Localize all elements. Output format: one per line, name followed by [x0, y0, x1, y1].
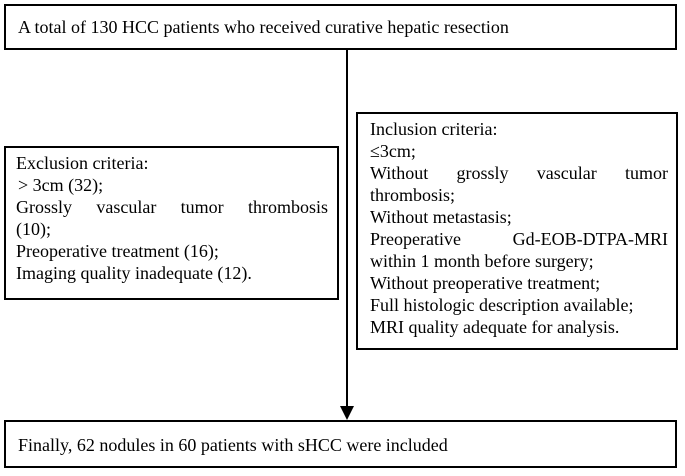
- inclusion-criteria-list: [370, 118, 668, 338]
- inclusion-item-mri-quality: MRI quality adequate for analysis.: [370, 317, 620, 337]
- exclusion-item-preoperative: Preoperative treatment (16);: [16, 241, 219, 261]
- inclusion-item-no-thrombosis-cont: thrombosis;: [370, 185, 456, 205]
- inclusion-item-histology: Full histologic description available;: [370, 295, 634, 315]
- exclusion-criteria-box: [4, 146, 339, 300]
- exclusion-item-size: > 3cm (32);: [18, 175, 104, 195]
- inclusion-item-mri: Preoperative Gd-EOB-DTPA-MRI: [370, 229, 668, 249]
- total-patients-box: [4, 4, 677, 50]
- flow-arrow-head: [340, 406, 354, 420]
- exclusion-criteria-heading: Exclusion criteria:: [16, 153, 149, 173]
- inclusion-item-no-metastasis: Without metastasis;: [370, 207, 512, 227]
- exclusion-item-thrombosis: Grossly vascular tumor thrombosis: [16, 197, 328, 217]
- exclusion-criteria-list: [16, 152, 328, 284]
- inclusion-item-mri-cont: within 1 month before surgery;: [370, 251, 594, 271]
- exclusion-item-imaging: Imaging quality inadequate (12).: [16, 263, 252, 283]
- final-cohort-box: [4, 420, 677, 468]
- inclusion-item-size: ≤3cm;: [370, 141, 416, 161]
- inclusion-item-no-thrombosis: Without grossly vascular tumor: [370, 163, 668, 183]
- inclusion-criteria-heading: Inclusion criteria:: [370, 119, 498, 139]
- total-patients-text: A total of 130 HCC patients who received curative hepatic resection: [18, 17, 509, 37]
- final-cohort-text: Finally, 62 nodules in 60 patients with sHCC were included: [18, 435, 448, 455]
- inclusion-criteria-box: [356, 112, 678, 350]
- inclusion-item-no-preoperative: Without preoperative treatment;: [370, 273, 601, 293]
- exclusion-item-thrombosis-count: (10);: [16, 219, 51, 239]
